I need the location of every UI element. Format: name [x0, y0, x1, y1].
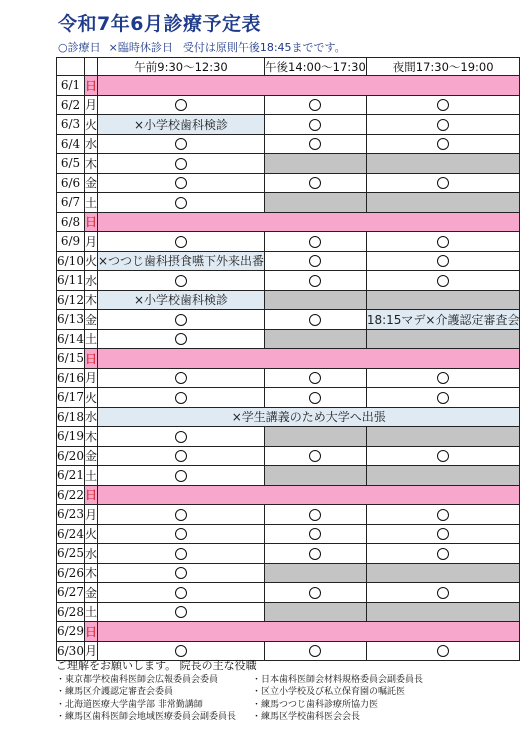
table-row [57, 76, 520, 96]
evening-cell [366, 583, 520, 603]
closed-note-cell: ×学生講義のため大学へ出張 [97, 407, 520, 427]
open-circle-icon [437, 392, 449, 404]
open-circle-icon [437, 450, 449, 462]
row-weekday: 火 [84, 388, 97, 408]
note-item: ・区立小学校及び私立保育園の嘱託医 [252, 687, 406, 697]
open-circle-icon [437, 509, 449, 521]
row-date: 6/2 [57, 95, 85, 115]
evening-cell [366, 329, 520, 349]
open-circle-icon [309, 372, 321, 384]
row-date: 6/26 [57, 563, 85, 583]
morning-cell [97, 193, 264, 213]
row-weekday: 土 [84, 466, 97, 486]
open-circle-icon [175, 528, 187, 540]
header-blank [57, 58, 85, 76]
open-circle-icon [175, 392, 187, 404]
afternoon-cell [265, 271, 367, 291]
morning-cell [97, 466, 264, 486]
open-circle-icon [175, 158, 187, 170]
row-date: 6/8 [57, 212, 85, 232]
table-row [57, 329, 520, 349]
open-circle-icon [175, 197, 187, 209]
open-circle-icon [175, 177, 187, 189]
table-row [57, 290, 520, 310]
row-weekday: 木 [84, 290, 97, 310]
note-item: ・東京都学校歯科医師会広報委員会委員 [56, 674, 219, 685]
legend-closed: ×臨時休診日 [108, 41, 173, 54]
morning-cell [97, 446, 264, 466]
open-circle-icon [175, 236, 187, 248]
row-date: 6/14 [57, 329, 85, 349]
table-row [57, 212, 520, 232]
evening-cell [366, 232, 520, 252]
open-circle-icon [175, 470, 187, 482]
evening-cell [366, 388, 520, 408]
table-row [57, 602, 520, 622]
header-blank [84, 58, 97, 76]
row-date: 6/20 [57, 446, 85, 466]
row-weekday: 木 [84, 154, 97, 174]
afternoon-cell [265, 563, 367, 583]
note-item: ・北海道医療大学歯学部 非常勤講師 [56, 699, 203, 710]
open-circle-icon [437, 645, 449, 657]
holiday-cell [97, 622, 520, 642]
row-date: 6/29 [57, 622, 85, 642]
evening-cell [366, 602, 520, 622]
open-circle-icon [309, 548, 321, 560]
afternoon-cell [265, 95, 367, 115]
row-date: 6/23 [57, 505, 85, 525]
notes-list [56, 674, 442, 724]
notes-section [56, 660, 442, 724]
row-date: 6/17 [57, 388, 85, 408]
row-weekday: 日 [84, 76, 97, 96]
row-weekday: 金 [84, 446, 97, 466]
evening-cell [366, 193, 520, 213]
afternoon-cell [265, 251, 367, 271]
evening-cell [366, 115, 520, 135]
table-row [57, 173, 520, 193]
evening-cell: 18:15マデ×介護認定審査会 [366, 310, 520, 330]
open-circle-icon [437, 548, 449, 560]
morning-cell [97, 602, 264, 622]
evening-cell [366, 134, 520, 154]
open-circle-icon [175, 431, 187, 443]
morning-cell [97, 583, 264, 603]
row-date: 6/12 [57, 290, 85, 310]
note-item: ・日本歯科医師会材料規格委員会副委員長 [252, 674, 424, 685]
morning-cell [97, 563, 264, 583]
evening-cell [366, 427, 520, 447]
open-circle-icon [175, 548, 187, 560]
evening-cell [366, 563, 520, 583]
table-row [57, 505, 520, 525]
open-circle-icon [175, 275, 187, 287]
morning-cell [97, 388, 264, 408]
row-weekday: 水 [84, 271, 97, 291]
evening-cell [366, 271, 520, 291]
header-morning: 午前9:30〜12:30 [97, 58, 264, 76]
note-item: ・練馬区介護認定審査会委員 [56, 687, 174, 697]
table-row [57, 524, 520, 544]
afternoon-cell [265, 427, 367, 447]
afternoon-cell [265, 173, 367, 193]
open-circle-icon [437, 236, 449, 248]
row-date: 6/27 [57, 583, 85, 603]
row-weekday: 日 [84, 212, 97, 232]
note-item: ・練馬つつじ歯科診療所協力医 [252, 699, 379, 710]
afternoon-cell [265, 329, 367, 349]
row-weekday: 水 [84, 134, 97, 154]
open-circle-icon [437, 587, 449, 599]
open-circle-icon [175, 372, 187, 384]
afternoon-cell [265, 524, 367, 544]
open-circle-icon [309, 509, 321, 521]
row-weekday: 日 [84, 485, 97, 505]
open-circle-icon [309, 645, 321, 657]
open-circle-icon [175, 606, 187, 618]
evening-cell [366, 173, 520, 193]
holiday-cell [97, 349, 520, 369]
open-circle-icon [309, 255, 321, 267]
evening-cell [366, 524, 520, 544]
evening-cell [366, 251, 520, 271]
morning-cell [97, 310, 264, 330]
holiday-cell [97, 76, 520, 96]
row-date: 6/5 [57, 154, 85, 174]
holiday-cell [97, 212, 520, 232]
table-row [57, 622, 520, 642]
table-row [57, 427, 520, 447]
open-circle-icon [309, 392, 321, 404]
table-header-row [57, 58, 520, 76]
morning-cell [97, 544, 264, 564]
open-circle-icon [309, 138, 321, 150]
evening-cell [366, 544, 520, 564]
holiday-cell [97, 485, 520, 505]
row-date: 6/9 [57, 232, 85, 252]
morning-cell [97, 427, 264, 447]
row-date: 6/30 [57, 641, 85, 661]
table-row [57, 583, 520, 603]
table-row [57, 271, 520, 291]
row-date: 6/13 [57, 310, 85, 330]
morning-cell [97, 154, 264, 174]
open-circle-icon [175, 587, 187, 599]
row-weekday: 木 [84, 427, 97, 447]
row-weekday: 月 [84, 368, 97, 388]
legend-reception: 受付は原則午後18:45までです。 [182, 41, 346, 54]
row-weekday: 金 [84, 173, 97, 193]
open-circle-icon [309, 99, 321, 111]
evening-cell [366, 466, 520, 486]
afternoon-cell [265, 115, 367, 135]
table-row [57, 446, 520, 466]
morning-cell [97, 329, 264, 349]
open-circle-icon [175, 645, 187, 657]
open-circle-icon [175, 509, 187, 521]
row-date: 6/10 [57, 251, 85, 271]
afternoon-cell [265, 368, 367, 388]
header-afternoon: 午後14:00〜17:30 [265, 59, 366, 74]
legend-open: ○診療日 [58, 41, 101, 54]
row-date: 6/15 [57, 349, 85, 369]
open-circle-icon [309, 119, 321, 131]
table-row [57, 485, 520, 505]
evening-cell [366, 290, 520, 310]
notes-heading: ご理解をお願いします。 院長の主な役職 [56, 659, 257, 672]
evening-cell [366, 641, 520, 661]
table-row [57, 115, 520, 135]
row-weekday: 金 [84, 310, 97, 330]
row-date: 6/16 [57, 368, 85, 388]
open-circle-icon [175, 333, 187, 345]
row-weekday: 水 [84, 544, 97, 564]
open-circle-icon [309, 587, 321, 599]
table-row [57, 310, 520, 330]
row-date: 6/1 [57, 76, 85, 96]
afternoon-cell [265, 154, 367, 174]
open-circle-icon [309, 314, 321, 326]
table-row [57, 544, 520, 564]
open-circle-icon [309, 236, 321, 248]
row-date: 6/25 [57, 544, 85, 564]
afternoon-cell [265, 641, 367, 661]
open-circle-icon [437, 528, 449, 540]
row-weekday: 月 [84, 95, 97, 115]
row-date: 6/3 [57, 115, 85, 135]
afternoon-cell [265, 290, 367, 310]
row-weekday: 木 [84, 563, 97, 583]
open-circle-icon [175, 99, 187, 111]
row-date: 6/6 [57, 173, 85, 193]
afternoon-cell [265, 602, 367, 622]
morning-cell [97, 368, 264, 388]
header-evening: 夜間17:30〜19:00 [366, 58, 520, 76]
table-row [57, 388, 520, 408]
morning-cell [97, 95, 264, 115]
open-circle-icon [437, 275, 449, 287]
evening-cell [366, 154, 520, 174]
morning-cell [97, 134, 264, 154]
afternoon-cell [265, 544, 367, 564]
row-weekday: 水 [84, 407, 97, 427]
table-row [57, 466, 520, 486]
afternoon-cell [265, 466, 367, 486]
row-date: 6/24 [57, 524, 85, 544]
open-circle-icon [175, 567, 187, 579]
morning-cell [97, 641, 264, 661]
table-row [57, 95, 520, 115]
row-weekday: 月 [84, 232, 97, 252]
row-weekday: 火 [84, 115, 97, 135]
evening-cell [366, 368, 520, 388]
row-date: 6/22 [57, 485, 85, 505]
afternoon-cell [265, 193, 367, 213]
morning-cell [97, 173, 264, 193]
row-weekday: 土 [84, 193, 97, 213]
row-date: 6/11 [57, 271, 85, 291]
evening-cell [366, 95, 520, 115]
table-row [57, 407, 520, 427]
morning-cell [97, 524, 264, 544]
table-row [57, 193, 520, 213]
afternoon-cell [265, 388, 367, 408]
open-circle-icon [437, 177, 449, 189]
row-date: 6/18 [57, 407, 85, 427]
open-circle-icon [175, 138, 187, 150]
row-weekday: 土 [84, 602, 97, 622]
open-circle-icon [175, 450, 187, 462]
row-weekday: 月 [84, 641, 97, 661]
legend [58, 39, 354, 55]
row-weekday: 月 [84, 505, 97, 525]
evening-cell [366, 505, 520, 525]
row-date: 6/4 [57, 134, 85, 154]
afternoon-cell [265, 310, 367, 330]
table-row [57, 134, 520, 154]
morning-cell [97, 505, 264, 525]
afternoon-cell [265, 583, 367, 603]
row-date: 6/28 [57, 602, 85, 622]
open-circle-icon [309, 177, 321, 189]
afternoon-cell [265, 232, 367, 252]
afternoon-cell [265, 134, 367, 154]
morning-cell: ×つつじ歯科摂食嚥下外来出番 [97, 251, 264, 271]
open-circle-icon [437, 119, 449, 131]
morning-cell [97, 271, 264, 291]
page-title: 令和7年6月診療予定表 [58, 13, 261, 35]
row-date: 6/19 [57, 427, 85, 447]
row-weekday: 日 [84, 349, 97, 369]
table-row [57, 154, 520, 174]
table-row [57, 349, 520, 369]
row-date: 6/21 [57, 466, 85, 486]
open-circle-icon [309, 528, 321, 540]
schedule-table [56, 57, 520, 661]
table-row [57, 641, 520, 661]
row-weekday: 火 [84, 524, 97, 544]
open-circle-icon [175, 314, 187, 326]
table-row [57, 563, 520, 583]
open-circle-icon [437, 372, 449, 384]
table-row [57, 232, 520, 252]
row-weekday: 日 [84, 622, 97, 642]
row-weekday: 火 [84, 251, 97, 271]
row-date: 6/7 [57, 193, 85, 213]
afternoon-cell [265, 446, 367, 466]
morning-cell: ×小学校歯科検診 [97, 115, 264, 135]
table-row [57, 368, 520, 388]
note-item: ・練馬区学校歯科医会会長 [252, 712, 361, 722]
morning-cell [97, 232, 264, 252]
open-circle-icon [437, 255, 449, 267]
note-item: ・練馬区歯科医師会地域医療委員会副委員長 [56, 712, 237, 722]
open-circle-icon [309, 450, 321, 462]
table-row [57, 251, 520, 271]
open-circle-icon [437, 138, 449, 150]
row-weekday: 金 [84, 583, 97, 603]
morning-cell: ×小学校歯科検診 [97, 290, 264, 310]
row-weekday: 土 [84, 329, 97, 349]
evening-cell [366, 446, 520, 466]
open-circle-icon [309, 275, 321, 287]
open-circle-icon [437, 99, 449, 111]
afternoon-cell [265, 505, 367, 525]
